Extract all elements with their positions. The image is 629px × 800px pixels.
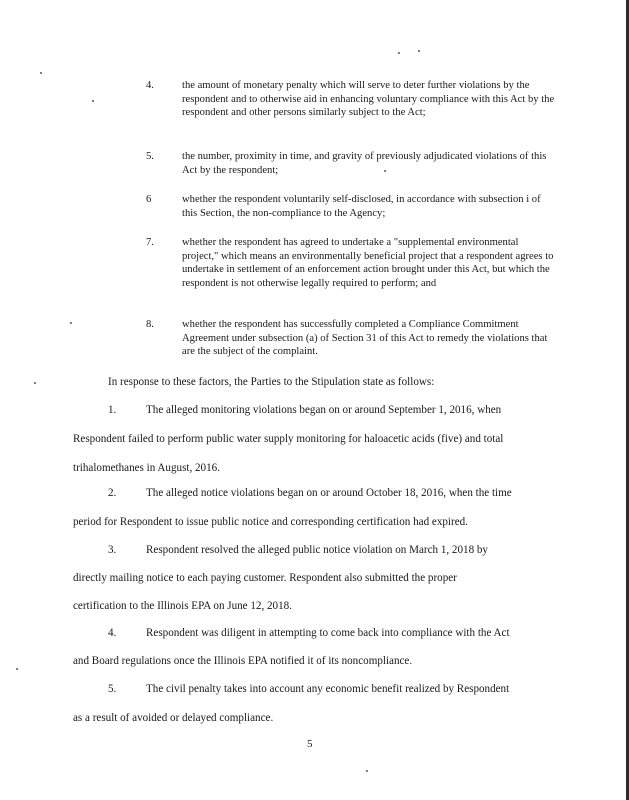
paragraph-number: 3. [108,544,117,556]
scan-speck [418,50,420,52]
factor-text: whether the respondent has successfully completed a Compliance Commitment Agreement under subsection (a) of Section 31 of this Act to remedy the violations that are the subject of the complaint. [182,319,548,358]
paragraph-line: Respondent failed to perform public water supply monitoring for haloacetic acids (five) and total [73,433,504,445]
paragraph-number: 1. [108,404,117,416]
factor-number: 8. [146,319,154,330]
paragraph-line: as a result of avoided or delayed compliance. [73,712,274,724]
paragraph-number: 2. [108,487,117,499]
scan-speck [40,72,42,74]
factor-text: whether the respondent voluntarily self-disclosed, in accordance with subsection i of this Section, the non-compliance to the Agency; [182,194,541,219]
paragraph-number: 4. [108,627,117,639]
scan-speck [366,770,368,772]
paragraph-line: trihalomethanes in August, 2016. [73,462,220,474]
scan-speck [92,100,94,102]
scan-speck [384,170,386,172]
paragraph-number: 5. [108,683,117,695]
paragraph-line: The alleged notice violations began on or around October 18, 2016, when the time [146,487,512,499]
paragraph-line: Respondent resolved the alleged public notice violation on March 1, 2018 by [146,544,488,556]
factor-text: whether the respondent has agreed to undertake a "supplemental environmental project," which means an environmentally beneficial project that a respondent agrees to undertake in settlement of an enforcement action brought under this Act, but which the respondent is not otherwise legally required to perform; and [182,237,554,289]
paragraph-line: period for Respondent to issue public notice and corresponding certification had expired. [73,516,468,528]
paragraph-line: and Board regulations once the Illinois EPA notified it of its noncompliance. [73,655,413,667]
factor-number: 4. [146,80,154,91]
paragraph-line: Respondent was diligent in attempting to come back into compliance with the Act [146,627,510,639]
page-number: 5 [307,738,313,750]
paragraph-line: The alleged monitoring violations began on or around September 1, 2016, when [146,404,502,416]
scan-speck [34,382,36,384]
factor-text: the number, proximity in time, and gravity of previously adjudicated violations of this Act by the respondent; [182,151,547,176]
factor-number: 6 [146,194,152,205]
factor-text: the amount of monetary penalty which will serve to deter further violations by the respondent and to otherwise aid in enhancing voluntary compliance with this Act by the respondent and other persons similarly subject to the Act; [182,80,555,119]
scan-speck [398,52,400,54]
factor-number: 7. [146,237,154,248]
intro-sentence: In response to these factors, the Parties to the Stipulation state as follows: [108,376,435,388]
scan-speck [16,668,18,670]
paragraph-line: certification to the Illinois EPA on June 12, 2018. [73,600,292,612]
scan-speck [70,322,72,324]
paragraph-line: directly mailing notice to each paying customer. Respondent also submitted the proper [73,572,457,584]
factor-number: 5. [146,151,154,162]
paragraph-line: The civil penalty takes into account any economic benefit realized by Respondent [146,683,510,695]
